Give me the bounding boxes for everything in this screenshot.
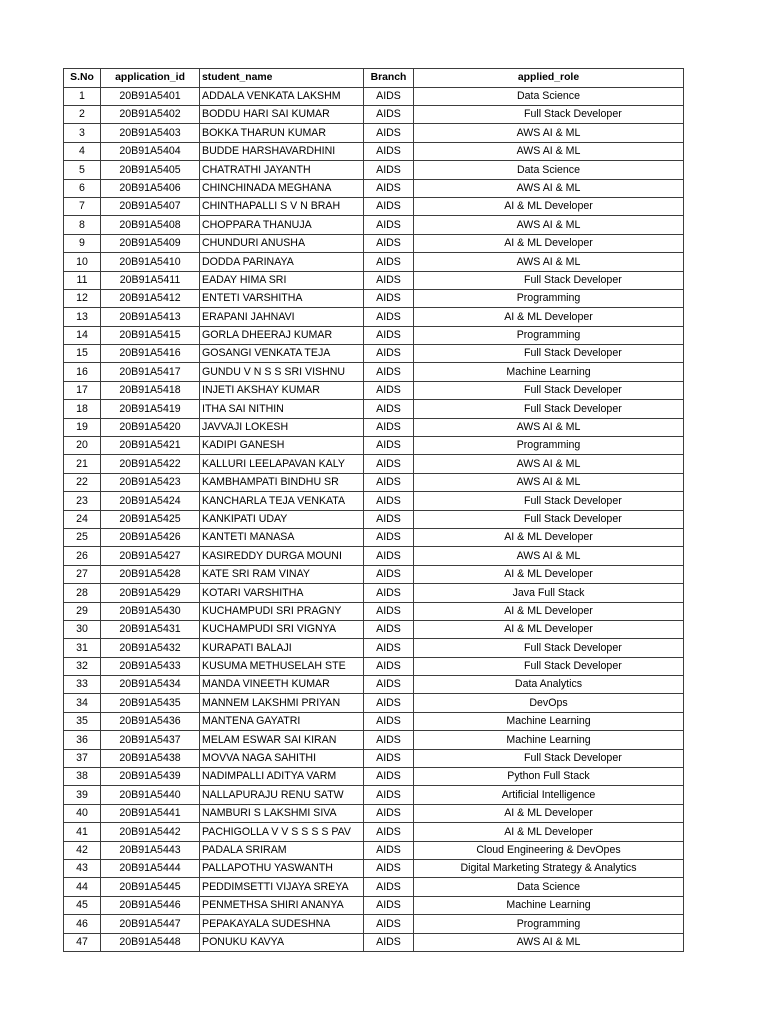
table-row bbox=[64, 878, 684, 896]
cell-applied-role: AWS AI & ML bbox=[414, 547, 684, 565]
cell-application-id: 20B91A5410 bbox=[101, 253, 200, 271]
table-row bbox=[64, 418, 684, 436]
cell-branch: AIDS bbox=[364, 142, 414, 160]
cell-branch: AIDS bbox=[364, 602, 414, 620]
cell-application-id: 20B91A5417 bbox=[101, 363, 200, 381]
cell-student-name: NADIMPALLI ADITYA VARM bbox=[200, 768, 364, 786]
cell-branch: AIDS bbox=[364, 565, 414, 583]
table-row bbox=[64, 804, 684, 822]
cell-application-id: 20B91A5446 bbox=[101, 896, 200, 914]
table-row bbox=[64, 197, 684, 215]
table-row bbox=[64, 694, 684, 712]
cell-student-name: MANTENA GAYATRI bbox=[200, 712, 364, 730]
cell-applied-role: Programming bbox=[414, 289, 684, 307]
cell-sno: 42 bbox=[64, 841, 101, 859]
cell-branch: AIDS bbox=[364, 124, 414, 142]
cell-application-id: 20B91A5447 bbox=[101, 915, 200, 933]
cell-applied-role: AI & ML Developer bbox=[414, 197, 684, 215]
cell-sno: 13 bbox=[64, 308, 101, 326]
cell-applied-role: Full Stack Developer bbox=[414, 639, 684, 657]
cell-sno: 41 bbox=[64, 823, 101, 841]
cell-applied-role: Artificial Intelligence bbox=[414, 786, 684, 804]
cell-applied-role: Full Stack Developer bbox=[414, 510, 684, 528]
cell-application-id: 20B91A5435 bbox=[101, 694, 200, 712]
cell-application-id: 20B91A5424 bbox=[101, 492, 200, 510]
cell-sno: 20 bbox=[64, 437, 101, 455]
table-row bbox=[64, 437, 684, 455]
cell-sno: 9 bbox=[64, 234, 101, 252]
table-row bbox=[64, 381, 684, 399]
cell-sno: 30 bbox=[64, 620, 101, 638]
cell-sno: 45 bbox=[64, 896, 101, 914]
cell-student-name: KATE SRI RAM VINAY bbox=[200, 565, 364, 583]
table-row bbox=[64, 87, 684, 105]
cell-application-id: 20B91A5426 bbox=[101, 528, 200, 546]
table-row bbox=[64, 841, 684, 859]
cell-student-name: MOVVA NAGA SAHITHI bbox=[200, 749, 364, 767]
table-row bbox=[64, 823, 684, 841]
table-row bbox=[64, 547, 684, 565]
cell-applied-role: Full Stack Developer bbox=[414, 105, 684, 123]
table-row bbox=[64, 363, 684, 381]
cell-branch: AIDS bbox=[364, 437, 414, 455]
cell-student-name: BODDU HARI SAI KUMAR bbox=[200, 105, 364, 123]
cell-application-id: 20B91A5413 bbox=[101, 308, 200, 326]
cell-branch: AIDS bbox=[364, 473, 414, 491]
cell-sno: 36 bbox=[64, 731, 101, 749]
cell-student-name: KASIREDDY DURGA MOUNI bbox=[200, 547, 364, 565]
cell-branch: AIDS bbox=[364, 161, 414, 179]
cell-applied-role: Full Stack Developer bbox=[414, 657, 684, 675]
cell-branch: AIDS bbox=[364, 768, 414, 786]
table-row bbox=[64, 860, 684, 878]
cell-branch: AIDS bbox=[364, 363, 414, 381]
cell-sno: 11 bbox=[64, 271, 101, 289]
header-application-id: application_id bbox=[101, 69, 200, 88]
table-row bbox=[64, 933, 684, 951]
cell-branch: AIDS bbox=[364, 492, 414, 510]
cell-branch: AIDS bbox=[364, 326, 414, 344]
cell-application-id: 20B91A5402 bbox=[101, 105, 200, 123]
cell-sno: 31 bbox=[64, 639, 101, 657]
cell-student-name: CHATRATHI JAYANTH bbox=[200, 161, 364, 179]
cell-sno: 18 bbox=[64, 400, 101, 418]
cell-application-id: 20B91A5431 bbox=[101, 620, 200, 638]
cell-sno: 39 bbox=[64, 786, 101, 804]
header-row bbox=[64, 69, 684, 88]
cell-applied-role: AI & ML Developer bbox=[414, 823, 684, 841]
cell-applied-role: Data Science bbox=[414, 87, 684, 105]
cell-student-name: PENMETHSA SHIRI ANANYA bbox=[200, 896, 364, 914]
cell-student-name: INJETI AKSHAY KUMAR bbox=[200, 381, 364, 399]
table-row bbox=[64, 271, 684, 289]
cell-student-name: DODDA PARINAYA bbox=[200, 253, 364, 271]
cell-application-id: 20B91A5404 bbox=[101, 142, 200, 160]
cell-sno: 40 bbox=[64, 804, 101, 822]
cell-branch: AIDS bbox=[364, 878, 414, 896]
cell-applied-role: Full Stack Developer bbox=[414, 271, 684, 289]
cell-student-name: KAMBHAMPATI BINDHU SR bbox=[200, 473, 364, 491]
cell-student-name: PALLAPOTHU YASWANTH bbox=[200, 860, 364, 878]
cell-application-id: 20B91A5433 bbox=[101, 657, 200, 675]
cell-student-name: PEDDIMSETTI VIJAYA SREYA bbox=[200, 878, 364, 896]
cell-applied-role: AWS AI & ML bbox=[414, 933, 684, 951]
cell-branch: AIDS bbox=[364, 804, 414, 822]
cell-branch: AIDS bbox=[364, 620, 414, 638]
table-row bbox=[64, 326, 684, 344]
cell-applied-role: AWS AI & ML bbox=[414, 179, 684, 197]
cell-student-name: CHUNDURI ANUSHA bbox=[200, 234, 364, 252]
cell-student-name: PACHIGOLLA V V S S S S PAV bbox=[200, 823, 364, 841]
cell-applied-role: Full Stack Developer bbox=[414, 381, 684, 399]
table-row bbox=[64, 620, 684, 638]
cell-branch: AIDS bbox=[364, 676, 414, 694]
table-row bbox=[64, 528, 684, 546]
cell-application-id: 20B91A5418 bbox=[101, 381, 200, 399]
cell-student-name: KUCHAMPUDI SRI VIGNYA bbox=[200, 620, 364, 638]
cell-branch: AIDS bbox=[364, 289, 414, 307]
cell-application-id: 20B91A5416 bbox=[101, 345, 200, 363]
cell-application-id: 20B91A5421 bbox=[101, 437, 200, 455]
cell-student-name: KURAPATI BALAJI bbox=[200, 639, 364, 657]
cell-student-name: CHINCHINADA MEGHANA bbox=[200, 179, 364, 197]
cell-sno: 3 bbox=[64, 124, 101, 142]
cell-student-name: ITHA SAI NITHIN bbox=[200, 400, 364, 418]
cell-applied-role: AWS AI & ML bbox=[414, 142, 684, 160]
table-header bbox=[64, 69, 684, 88]
cell-application-id: 20B91A5420 bbox=[101, 418, 200, 436]
cell-branch: AIDS bbox=[364, 271, 414, 289]
cell-student-name: KADIPI GANESH bbox=[200, 437, 364, 455]
cell-sno: 5 bbox=[64, 161, 101, 179]
table-row bbox=[64, 345, 684, 363]
cell-student-name: BUDDE HARSHAVARDHINI bbox=[200, 142, 364, 160]
table-row bbox=[64, 142, 684, 160]
table-row bbox=[64, 510, 684, 528]
cell-applied-role: AI & ML Developer bbox=[414, 602, 684, 620]
cell-applied-role: AWS AI & ML bbox=[414, 124, 684, 142]
cell-branch: AIDS bbox=[364, 418, 414, 436]
cell-sno: 26 bbox=[64, 547, 101, 565]
table-row bbox=[64, 915, 684, 933]
cell-branch: AIDS bbox=[364, 87, 414, 105]
cell-application-id: 20B91A5436 bbox=[101, 712, 200, 730]
cell-branch: AIDS bbox=[364, 547, 414, 565]
cell-branch: AIDS bbox=[364, 841, 414, 859]
cell-applied-role: AI & ML Developer bbox=[414, 308, 684, 326]
cell-branch: AIDS bbox=[364, 105, 414, 123]
cell-applied-role: Machine Learning bbox=[414, 363, 684, 381]
table-body bbox=[64, 87, 684, 951]
cell-application-id: 20B91A5401 bbox=[101, 87, 200, 105]
cell-sno: 33 bbox=[64, 676, 101, 694]
header-applied-role: applied_role bbox=[414, 69, 684, 88]
cell-applied-role: Programming bbox=[414, 326, 684, 344]
cell-applied-role: Machine Learning bbox=[414, 712, 684, 730]
cell-application-id: 20B91A5437 bbox=[101, 731, 200, 749]
table-row bbox=[64, 289, 684, 307]
cell-branch: AIDS bbox=[364, 234, 414, 252]
cell-branch: AIDS bbox=[364, 179, 414, 197]
cell-applied-role: Java Full Stack bbox=[414, 584, 684, 602]
cell-application-id: 20B91A5434 bbox=[101, 676, 200, 694]
cell-sno: 15 bbox=[64, 345, 101, 363]
table-row bbox=[64, 565, 684, 583]
cell-branch: AIDS bbox=[364, 749, 414, 767]
cell-application-id: 20B91A5412 bbox=[101, 289, 200, 307]
cell-sno: 4 bbox=[64, 142, 101, 160]
cell-sno: 2 bbox=[64, 105, 101, 123]
table-row bbox=[64, 749, 684, 767]
cell-sno: 37 bbox=[64, 749, 101, 767]
cell-branch: AIDS bbox=[364, 639, 414, 657]
table-row bbox=[64, 657, 684, 675]
cell-sno: 10 bbox=[64, 253, 101, 271]
cell-branch: AIDS bbox=[364, 216, 414, 234]
cell-student-name: KANTETI MANASA bbox=[200, 528, 364, 546]
header-branch: Branch bbox=[364, 69, 414, 88]
cell-branch: AIDS bbox=[364, 528, 414, 546]
table-row bbox=[64, 179, 684, 197]
cell-application-id: 20B91A5442 bbox=[101, 823, 200, 841]
cell-sno: 28 bbox=[64, 584, 101, 602]
cell-application-id: 20B91A5427 bbox=[101, 547, 200, 565]
cell-application-id: 20B91A5411 bbox=[101, 271, 200, 289]
cell-sno: 34 bbox=[64, 694, 101, 712]
cell-branch: AIDS bbox=[364, 860, 414, 878]
cell-sno: 35 bbox=[64, 712, 101, 730]
cell-student-name: PEPAKAYALA SUDESHNA bbox=[200, 915, 364, 933]
cell-application-id: 20B91A5429 bbox=[101, 584, 200, 602]
cell-sno: 14 bbox=[64, 326, 101, 344]
table-row bbox=[64, 455, 684, 473]
cell-sno: 21 bbox=[64, 455, 101, 473]
cell-student-name: PADALA SRIRAM bbox=[200, 841, 364, 859]
table-row bbox=[64, 584, 684, 602]
cell-branch: AIDS bbox=[364, 786, 414, 804]
cell-student-name: NALLAPURAJU RENU SATW bbox=[200, 786, 364, 804]
cell-student-name: ENTETI VARSHITHA bbox=[200, 289, 364, 307]
cell-applied-role: AI & ML Developer bbox=[414, 528, 684, 546]
cell-branch: AIDS bbox=[364, 510, 414, 528]
table-row bbox=[64, 473, 684, 491]
cell-sno: 16 bbox=[64, 363, 101, 381]
cell-applied-role: Programming bbox=[414, 915, 684, 933]
cell-branch: AIDS bbox=[364, 694, 414, 712]
cell-application-id: 20B91A5448 bbox=[101, 933, 200, 951]
cell-student-name: MANDA VINEETH KUMAR bbox=[200, 676, 364, 694]
cell-sno: 23 bbox=[64, 492, 101, 510]
cell-student-name: JAVVAJI LOKESH bbox=[200, 418, 364, 436]
table-row bbox=[64, 124, 684, 142]
cell-branch: AIDS bbox=[364, 731, 414, 749]
cell-branch: AIDS bbox=[364, 253, 414, 271]
cell-student-name: PONUKU KAVYA bbox=[200, 933, 364, 951]
cell-application-id: 20B91A5422 bbox=[101, 455, 200, 473]
cell-student-name: GORLA DHEERAJ KUMAR bbox=[200, 326, 364, 344]
cell-applied-role: AI & ML Developer bbox=[414, 565, 684, 583]
cell-student-name: MELAM ESWAR SAI KIRAN bbox=[200, 731, 364, 749]
cell-branch: AIDS bbox=[364, 915, 414, 933]
cell-branch: AIDS bbox=[364, 823, 414, 841]
cell-student-name: CHINTHAPALLI S V N BRAH bbox=[200, 197, 364, 215]
cell-student-name: KANCHARLA TEJA VENKATA bbox=[200, 492, 364, 510]
cell-sno: 44 bbox=[64, 878, 101, 896]
cell-application-id: 20B91A5430 bbox=[101, 602, 200, 620]
cell-sno: 6 bbox=[64, 179, 101, 197]
cell-student-name: KUCHAMPUDI SRI PRAGNY bbox=[200, 602, 364, 620]
cell-application-id: 20B91A5439 bbox=[101, 768, 200, 786]
cell-branch: AIDS bbox=[364, 657, 414, 675]
cell-applied-role: AI & ML Developer bbox=[414, 234, 684, 252]
cell-applied-role: Python Full Stack bbox=[414, 768, 684, 786]
cell-applied-role: Machine Learning bbox=[414, 896, 684, 914]
cell-application-id: 20B91A5425 bbox=[101, 510, 200, 528]
cell-applied-role: Data Science bbox=[414, 878, 684, 896]
table-row bbox=[64, 105, 684, 123]
cell-student-name: GUNDU V N S S SRI VISHNU bbox=[200, 363, 364, 381]
cell-application-id: 20B91A5407 bbox=[101, 197, 200, 215]
cell-branch: AIDS bbox=[364, 933, 414, 951]
cell-applied-role: Full Stack Developer bbox=[414, 400, 684, 418]
cell-applied-role: DevOps bbox=[414, 694, 684, 712]
header-student-name: student_name bbox=[200, 69, 364, 88]
cell-applied-role: Full Stack Developer bbox=[414, 492, 684, 510]
cell-sno: 47 bbox=[64, 933, 101, 951]
cell-student-name: KUSUMA METHUSELAH STE bbox=[200, 657, 364, 675]
cell-applied-role: Full Stack Developer bbox=[414, 345, 684, 363]
table-row bbox=[64, 896, 684, 914]
cell-student-name: MANNEM LAKSHMI PRIYAN bbox=[200, 694, 364, 712]
cell-branch: AIDS bbox=[364, 345, 414, 363]
cell-application-id: 20B91A5405 bbox=[101, 161, 200, 179]
cell-applied-role: Digital Marketing Strategy & Analytics bbox=[414, 860, 684, 878]
cell-branch: AIDS bbox=[364, 896, 414, 914]
table-row bbox=[64, 161, 684, 179]
cell-student-name: ADDALA VENKATA LAKSHM bbox=[200, 87, 364, 105]
cell-student-name: CHOPPARA THANUJA bbox=[200, 216, 364, 234]
table-row bbox=[64, 731, 684, 749]
cell-student-name: BOKKA THARUN KUMAR bbox=[200, 124, 364, 142]
cell-application-id: 20B91A5408 bbox=[101, 216, 200, 234]
cell-application-id: 20B91A5445 bbox=[101, 878, 200, 896]
cell-student-name: GOSANGI VENKATA TEJA bbox=[200, 345, 364, 363]
cell-applied-role: AWS AI & ML bbox=[414, 418, 684, 436]
cell-branch: AIDS bbox=[364, 197, 414, 215]
header-sno: S.No bbox=[64, 69, 101, 88]
cell-branch: AIDS bbox=[364, 308, 414, 326]
cell-sno: 29 bbox=[64, 602, 101, 620]
cell-application-id: 20B91A5440 bbox=[101, 786, 200, 804]
cell-sno: 32 bbox=[64, 657, 101, 675]
table-row bbox=[64, 234, 684, 252]
cell-student-name: EADAY HIMA SRI bbox=[200, 271, 364, 289]
table-row bbox=[64, 602, 684, 620]
cell-application-id: 20B91A5423 bbox=[101, 473, 200, 491]
table-row bbox=[64, 400, 684, 418]
cell-sno: 8 bbox=[64, 216, 101, 234]
cell-application-id: 20B91A5432 bbox=[101, 639, 200, 657]
cell-applied-role: AWS AI & ML bbox=[414, 473, 684, 491]
cell-sno: 22 bbox=[64, 473, 101, 491]
cell-application-id: 20B91A5443 bbox=[101, 841, 200, 859]
cell-sno: 12 bbox=[64, 289, 101, 307]
table-row bbox=[64, 712, 684, 730]
cell-student-name: NAMBURI S LAKSHMI SIVA bbox=[200, 804, 364, 822]
cell-sno: 25 bbox=[64, 528, 101, 546]
table-row bbox=[64, 492, 684, 510]
cell-applied-role: Machine Learning bbox=[414, 731, 684, 749]
table-row bbox=[64, 253, 684, 271]
cell-branch: AIDS bbox=[364, 455, 414, 473]
table-row bbox=[64, 639, 684, 657]
cell-applied-role: Full Stack Developer bbox=[414, 749, 684, 767]
cell-applied-role: Cloud Engineering & DevOpes bbox=[414, 841, 684, 859]
table-row bbox=[64, 216, 684, 234]
cell-sno: 24 bbox=[64, 510, 101, 528]
cell-applied-role: Data Analytics bbox=[414, 676, 684, 694]
cell-sno: 27 bbox=[64, 565, 101, 583]
cell-application-id: 20B91A5441 bbox=[101, 804, 200, 822]
applications-table bbox=[63, 68, 684, 952]
cell-student-name: ERAPANI JAHNAVI bbox=[200, 308, 364, 326]
cell-branch: AIDS bbox=[364, 712, 414, 730]
cell-applied-role: AI & ML Developer bbox=[414, 620, 684, 638]
cell-applied-role: Programming bbox=[414, 437, 684, 455]
table-row bbox=[64, 676, 684, 694]
cell-sno: 43 bbox=[64, 860, 101, 878]
cell-sno: 19 bbox=[64, 418, 101, 436]
cell-student-name: KALLURI LEELAPAVAN KALY bbox=[200, 455, 364, 473]
cell-sno: 46 bbox=[64, 915, 101, 933]
cell-branch: AIDS bbox=[364, 584, 414, 602]
table-row bbox=[64, 768, 684, 786]
cell-application-id: 20B91A5415 bbox=[101, 326, 200, 344]
cell-sno: 1 bbox=[64, 87, 101, 105]
table-row bbox=[64, 786, 684, 804]
cell-applied-role: AWS AI & ML bbox=[414, 216, 684, 234]
cell-student-name: KOTARI VARSHITHA bbox=[200, 584, 364, 602]
cell-applied-role: AWS AI & ML bbox=[414, 253, 684, 271]
cell-application-id: 20B91A5409 bbox=[101, 234, 200, 252]
cell-sno: 7 bbox=[64, 197, 101, 215]
cell-sno: 38 bbox=[64, 768, 101, 786]
cell-application-id: 20B91A5419 bbox=[101, 400, 200, 418]
cell-student-name: KANKIPATI UDAY bbox=[200, 510, 364, 528]
cell-branch: AIDS bbox=[364, 381, 414, 399]
cell-application-id: 20B91A5438 bbox=[101, 749, 200, 767]
cell-application-id: 20B91A5444 bbox=[101, 860, 200, 878]
cell-applied-role: AI & ML Developer bbox=[414, 804, 684, 822]
cell-sno: 17 bbox=[64, 381, 101, 399]
table-row bbox=[64, 308, 684, 326]
cell-application-id: 20B91A5428 bbox=[101, 565, 200, 583]
cell-application-id: 20B91A5403 bbox=[101, 124, 200, 142]
cell-branch: AIDS bbox=[364, 400, 414, 418]
cell-applied-role: Data Science bbox=[414, 161, 684, 179]
cell-application-id: 20B91A5406 bbox=[101, 179, 200, 197]
cell-applied-role: AWS AI & ML bbox=[414, 455, 684, 473]
